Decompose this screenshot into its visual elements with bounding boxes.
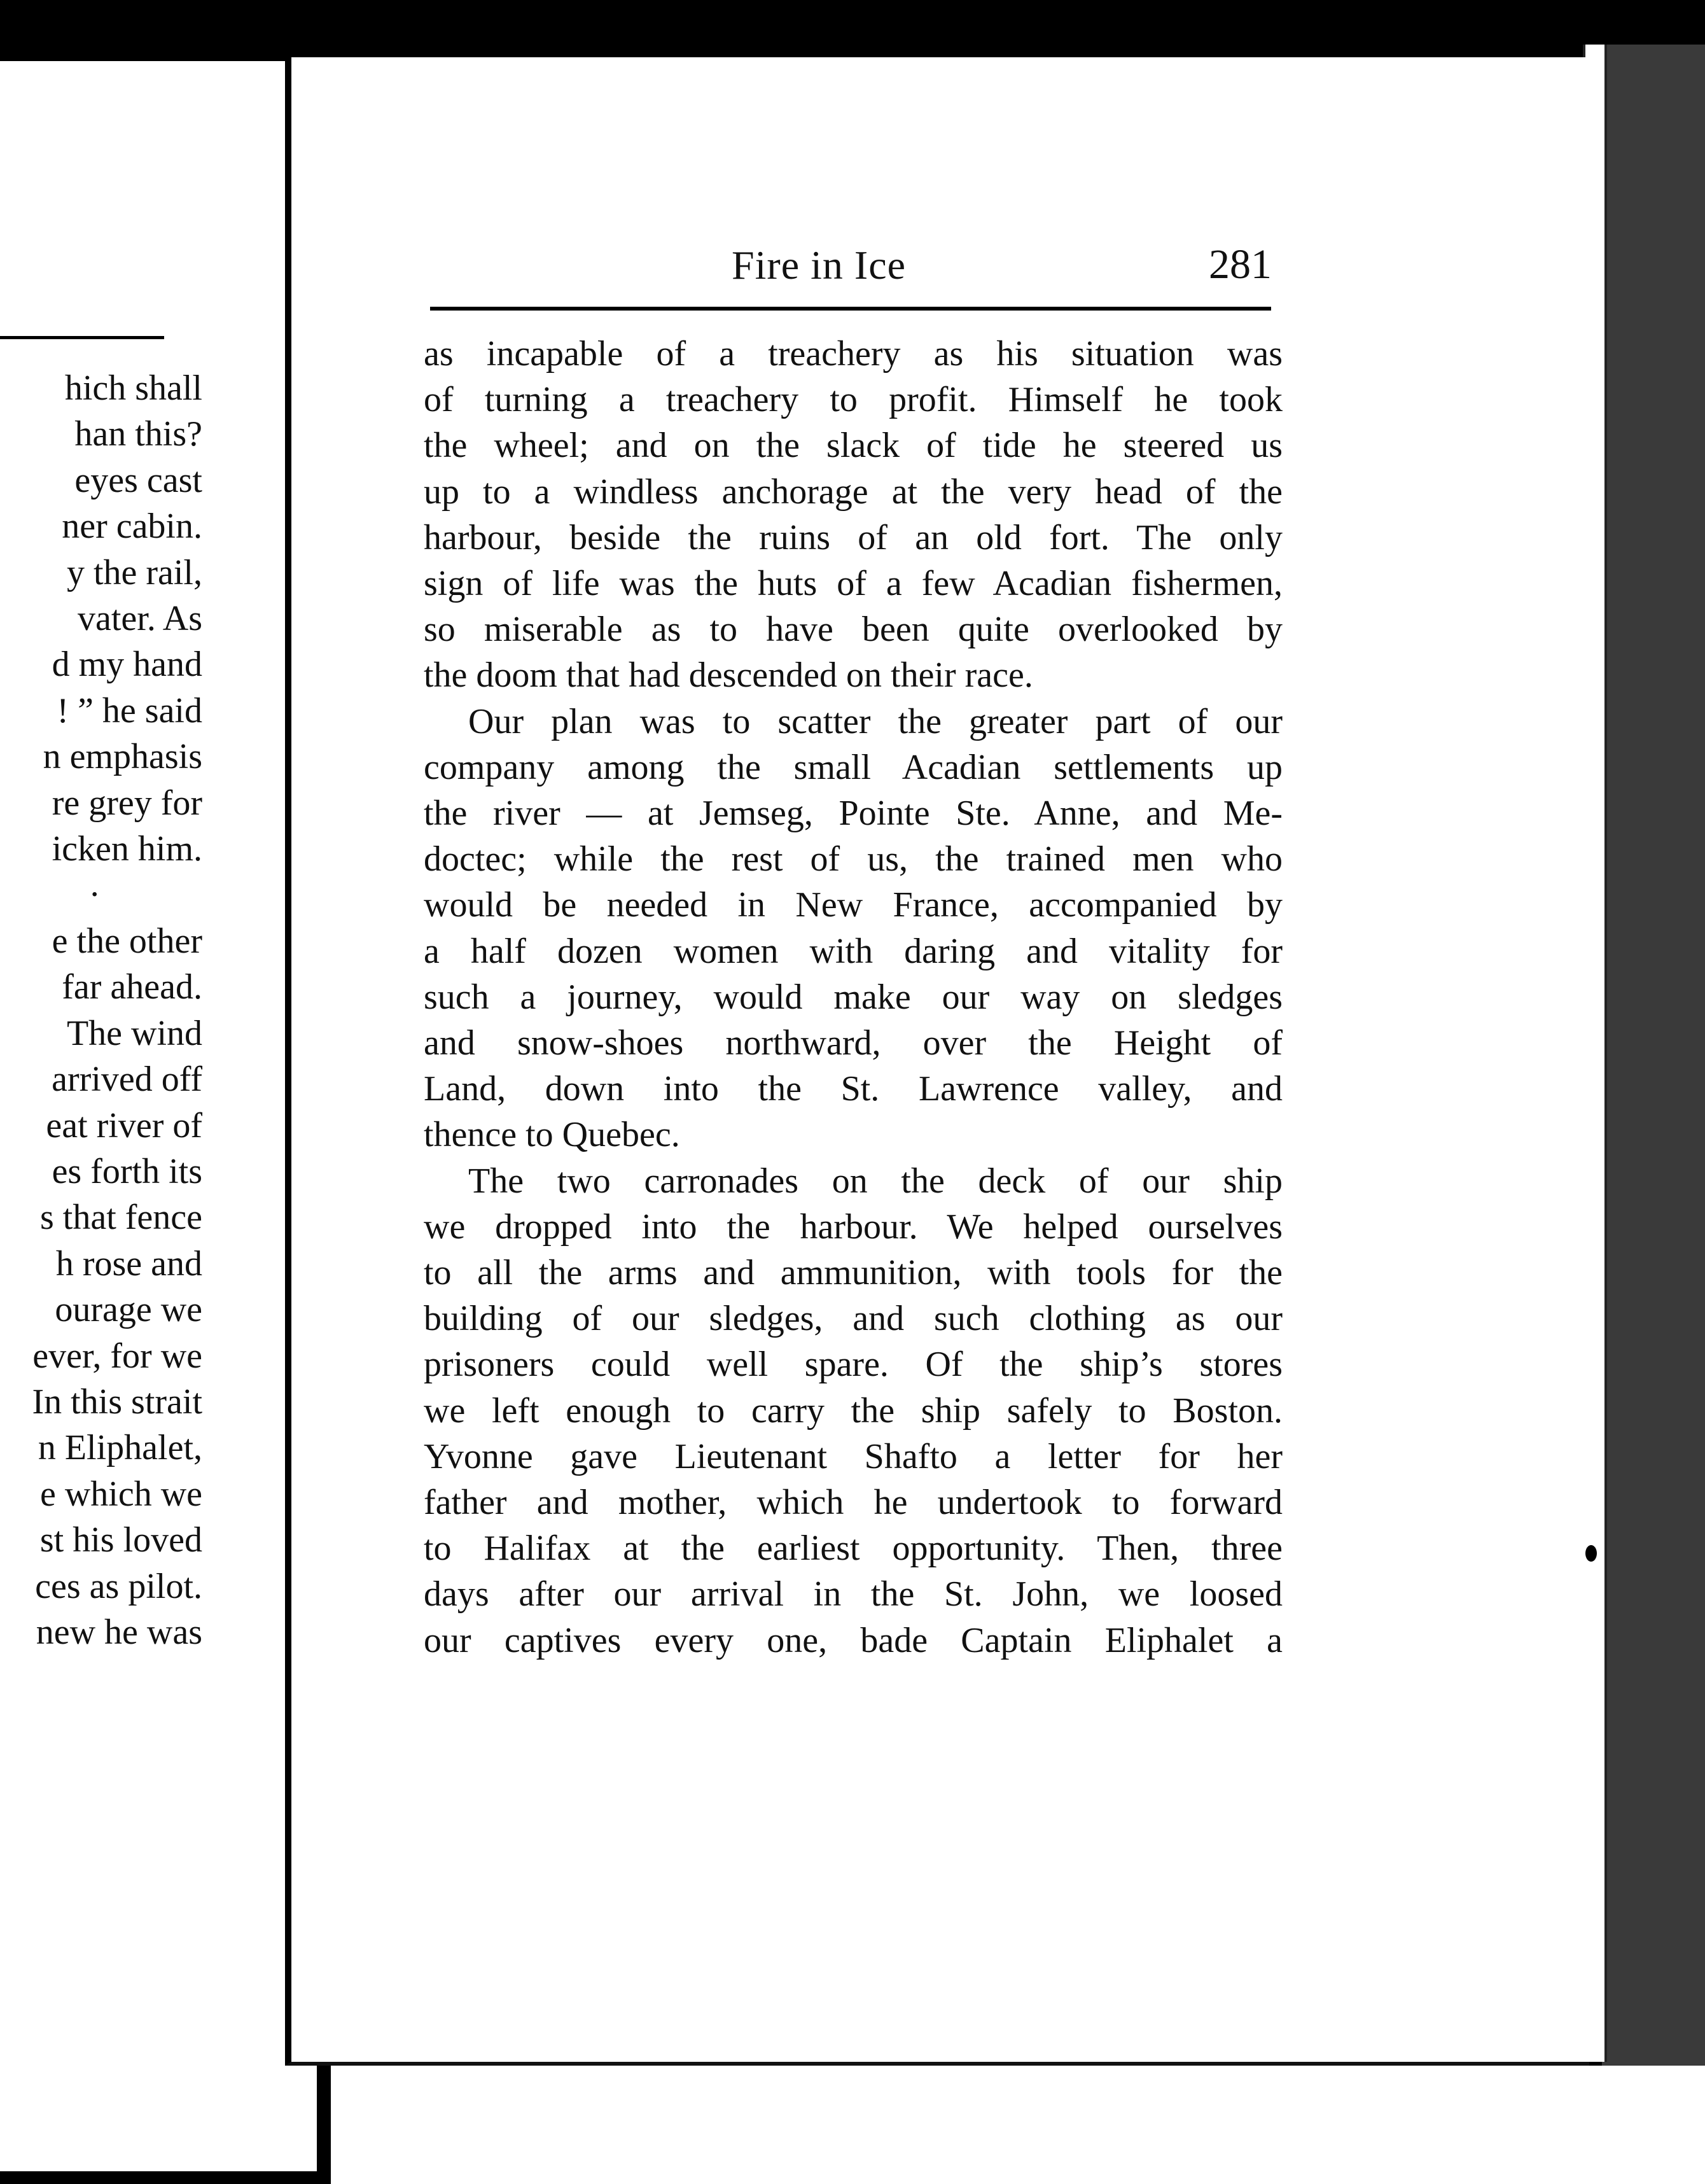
- left-line: ourage we: [55, 1290, 202, 1330]
- body-text: [424, 331, 1283, 1663]
- text-line: building of our sledges, and such clothing as our: [424, 1299, 1283, 1339]
- page-number: 281: [1209, 241, 1272, 288]
- text-line: Our plan was to scatter the greater part of our: [468, 701, 1283, 741]
- left-line: s that fence: [40, 1198, 202, 1238]
- margin-ink-mark: [1585, 1545, 1597, 1562]
- text-line: so miserable as to have been quite overlooked by: [424, 610, 1283, 650]
- text-line: up to a windless anchorage at the very head of the: [424, 472, 1283, 512]
- running-head: Fire in Ice: [732, 242, 906, 288]
- text-line: sign of life was the huts of a few Acadian fishermen,: [424, 564, 1283, 604]
- text-line: to all the arms and ammunition, with tools for the: [424, 1253, 1283, 1293]
- left-line: d my hand: [52, 645, 202, 685]
- left-line: icken him.: [52, 829, 202, 869]
- left-line-dot: ·: [88, 875, 101, 915]
- text-line: The two carronades on the deck of our ship: [468, 1161, 1283, 1201]
- text-line: would be needed in New France, accompanied by: [424, 885, 1283, 925]
- text-line: doctec; while the rest of us, the trained men who: [424, 839, 1283, 879]
- text-line: the wheel; and on the slack of tide he steered us: [424, 426, 1283, 466]
- text-line: as incapable of a treachery as his situation was: [424, 334, 1283, 374]
- left-line: eyes cast: [74, 460, 202, 500]
- left-line: vater. As: [78, 599, 202, 639]
- text-line: the doom that had descended on their race.: [424, 655, 1033, 696]
- left-line: n emphasis: [43, 737, 202, 777]
- text-line: Yvonne gave Lieutenant Shafto a letter for her: [424, 1436, 1283, 1476]
- left-line: e the other: [52, 921, 202, 961]
- left-line: ner cabin.: [62, 507, 202, 547]
- text-line: company among the small Acadian settlements up: [424, 747, 1283, 787]
- text-line: such a journey, would make our way on sledges: [424, 977, 1283, 1017]
- left-line: st his loved: [39, 1520, 202, 1560]
- text-line: harbour, beside the ruins of an old fort. The only: [424, 517, 1283, 557]
- text-line: Land, down into the St. Lawrence valley, and: [424, 1069, 1283, 1109]
- text-line: we dropped into the harbour. We helped ourselves: [424, 1207, 1283, 1247]
- text-line: a half dozen women with daring and vitality for: [424, 931, 1283, 971]
- left-line: hich shall: [64, 368, 202, 408]
- text-line: we left enough to carry the ship safely to Boston.: [424, 1390, 1283, 1431]
- text-line: thence to Quebec.: [424, 1115, 680, 1155]
- left-line: new he was: [36, 1612, 202, 1652]
- left-line: In this strait: [32, 1382, 202, 1422]
- text-line: of turning a treachery to profit. Himself he took: [424, 380, 1283, 420]
- text-line: days after our arrival in the St. John, we loosed: [424, 1574, 1283, 1614]
- left-page-header-rule: [0, 336, 164, 339]
- left-line: eat river of: [46, 1105, 202, 1145]
- bottom-margin: [331, 2066, 1705, 2184]
- left-line: ever, for we: [32, 1336, 202, 1376]
- text-line: father and mother, which he undertook to forward: [424, 1483, 1283, 1523]
- left-line: h rose and: [55, 1243, 202, 1284]
- left-page-text: [32, 365, 202, 1655]
- text-line: prisoners could well spare. Of the ship’s stores: [424, 1345, 1283, 1385]
- left-line: han this?: [74, 414, 202, 454]
- left-line: e which we: [39, 1474, 202, 1514]
- left-line: far ahead.: [62, 967, 202, 1007]
- left-line: y the rail,: [66, 552, 202, 592]
- left-line: re grey for: [52, 783, 202, 823]
- text-line: and snow-shoes northward, over the Height of: [424, 1023, 1283, 1063]
- text-line: to Halifax at the earliest opportunity. Then, three: [424, 1529, 1283, 1569]
- left-line: ! ” he said: [57, 690, 202, 731]
- header-rule: [430, 307, 1271, 311]
- text-line: the river — at Jemseg, Pointe Ste. Anne, and Me-: [424, 794, 1283, 834]
- left-facing-page: [0, 61, 317, 2171]
- left-line: es forth its: [52, 1151, 202, 1191]
- left-line: arrived off: [52, 1060, 202, 1100]
- page-edges: [1602, 45, 1705, 2100]
- left-line: The wind: [66, 1013, 202, 1053]
- left-line: ces as pilot.: [35, 1566, 202, 1606]
- text-line: our captives every one, bade Captain Eliphalet a: [424, 1620, 1283, 1660]
- left-line: n Eliphalet,: [38, 1428, 202, 1468]
